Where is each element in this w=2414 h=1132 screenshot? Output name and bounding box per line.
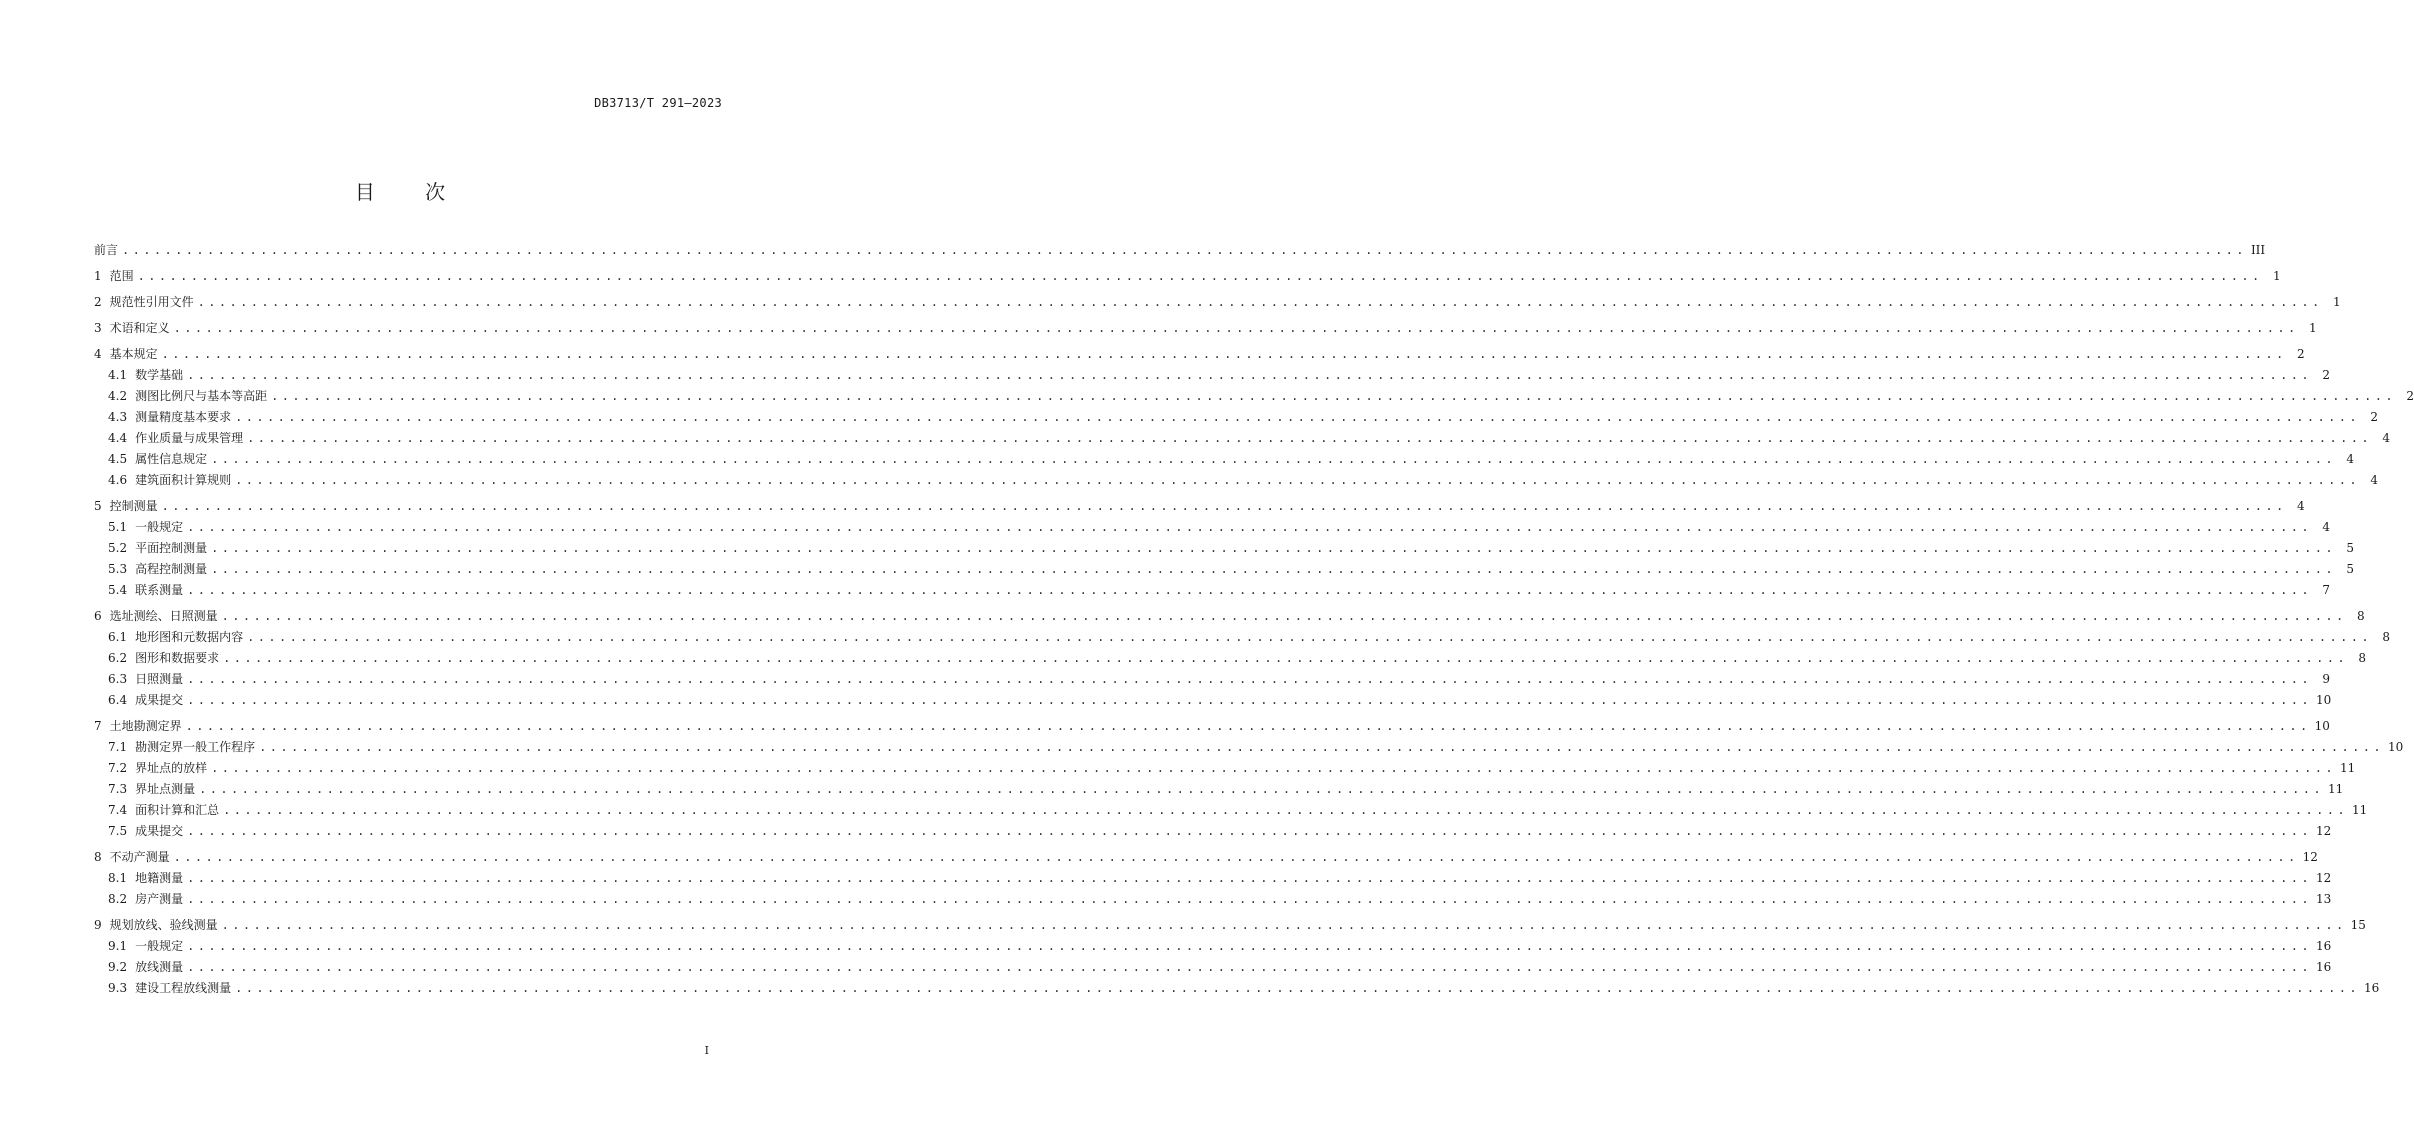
toc-entry-text: 勘测定界一般工作程序 [135,740,256,754]
toc-leader-dots: ........................................................................................................................................................................................................ [185,719,2311,733]
toc-entry-page: 8 [2382,630,2391,644]
toc-entry-number: 4.1 [108,368,128,382]
toc-entry-text: 数学基础 [135,368,184,382]
toc-entry[interactable] [94,915,2366,936]
toc-entry[interactable] [94,978,2380,999]
toc-entry[interactable] [94,868,2332,889]
toc-entry-number: 8.1 [108,871,128,885]
toc-entry-number: 6.2 [108,651,128,665]
toc-entry-text: 土地勘测定界 [109,719,182,733]
document-code: DB3713/T 291—2023 [594,96,722,110]
toc-entry-number: 2 [94,295,102,309]
toc-entry-number: 7.3 [108,782,128,796]
toc-leader-dots: ........................................................................................................................................................................................................ [122,243,2247,257]
toc-entry-label [108,868,183,889]
toc-entry-text: 选址测绘、日照测量 [109,609,218,623]
toc-entry-label [108,428,243,449]
toc-entry-text: 前言 [94,243,119,257]
toc-entry-label [94,847,170,868]
toc-entry-number: 7.4 [108,803,128,817]
toc-entry-page: 10 [2316,693,2332,707]
toc-entry-number: 7 [94,719,102,733]
toc-leader-dots: ........................................................................................................................................................................................................ [187,368,2313,382]
toc-leader-dots: ........................................................................................................................................................................................................ [173,321,2299,335]
toc-entry-text: 属性信息规定 [135,452,208,466]
toc-leader-dots: ........................................................................................................................................................................................................ [187,939,2313,953]
toc-entry-label [94,496,158,517]
toc-entry[interactable] [94,496,2305,517]
toc-leader-dots: ........................................................................................................................................................................................................ [161,347,2287,361]
toc-entry-text: 面积计算和汇总 [135,803,220,817]
toc-entry[interactable] [94,344,2305,365]
toc-entry-text: 不动产测量 [109,850,170,864]
toc-entry-number: 4.3 [108,410,128,424]
toc-entry-number: 1 [94,269,102,283]
toc-leader-dots: ........................................................................................................................................................................................................ [211,562,2337,576]
toc-leader-dots: ........................................................................................................................................................................................................ [199,782,2325,796]
toc-entry-page: 12 [2316,824,2332,838]
toc-leader-dots: ........................................................................................................................................................................................................ [235,410,2361,424]
toc-entry[interactable] [94,266,2281,287]
toc-leader-dots: ........................................................................................................................................................................................................ [173,850,2299,864]
toc-entry-page: 1 [2308,321,2317,335]
toc-entry[interactable] [94,292,2341,313]
toc-leader-dots: ........................................................................................................................................................................................................ [197,295,2323,309]
toc-entry-number: 6 [94,609,102,623]
toc-entry[interactable] [94,847,2318,868]
toc-entry-page: 16 [2316,960,2332,974]
toc-entry-page: 8 [2358,651,2367,665]
toc-entry-page: 2 [2296,347,2305,361]
toc-entry-text: 图形和数据要求 [135,651,220,665]
toc-leader-dots: ........................................................................................................................................................................................................ [187,871,2313,885]
toc-entry-label [108,449,207,470]
toc-leader-dots: ........................................................................................................................................................................................................ [247,630,2373,644]
toc-leader-dots: ........................................................................................................................................................................................................ [187,892,2313,906]
toc-leader-dots: ........................................................................................................................................................................................................ [271,389,2397,403]
toc-entry-page: 4 [2370,473,2379,487]
toc-leader-dots: ........................................................................................................................................................................................................ [211,452,2337,466]
toc-entry-text: 范围 [109,269,134,283]
toc-entry[interactable] [94,889,2332,910]
toc-entry-text: 高程控制测量 [135,562,208,576]
toc-entry-text: 控制测量 [109,499,158,513]
toc-entry[interactable] [94,800,2368,821]
toc-entry-page: 12 [2302,850,2318,864]
toc-entry-label [108,669,183,690]
toc-entry-label [108,559,207,580]
toc-entry-text: 测量精度基本要求 [135,410,232,424]
toc-entry-page: 15 [2350,918,2366,932]
toc-entry[interactable] [94,517,2331,538]
toc-entry-label [94,240,118,261]
toc-entry-number: 4.4 [108,431,128,445]
toc-entry[interactable] [94,669,2331,690]
toc-entry[interactable] [94,449,2355,470]
toc-entry-number: 7.2 [108,761,128,775]
toc-entry[interactable] [94,957,2332,978]
toc-entry-page: 9 [2322,672,2331,686]
toc-entry-label [108,538,207,559]
toc-entry-page: 8 [2356,609,2365,623]
toc-entry[interactable] [94,716,2330,737]
toc-entry-label [94,318,170,339]
toc-entry-text: 基本规定 [109,347,158,361]
toc-entry[interactable] [94,470,2379,491]
toc-entry-label [108,737,255,758]
toc-entry-number: 9.1 [108,939,128,953]
toc-entry-number: 5.1 [108,520,128,534]
toc-entry-page: 16 [2316,939,2332,953]
toc-entry-number: 7.5 [108,824,128,838]
toc-entry-page: 1 [2332,295,2341,309]
toc-entry[interactable] [94,690,2332,711]
toc-entry-label [108,978,231,999]
toc-entry[interactable] [94,580,2331,601]
toc-entry-label [94,606,218,627]
toc-leader-dots: ........................................................................................................................................................................................................ [221,609,2347,623]
toc-leader-dots: ........................................................................................................................................................................................................ [259,740,2385,754]
toc-entry-page: 4 [2382,431,2391,445]
page-number: I [704,1044,709,1057]
toc-entry[interactable] [94,318,2317,339]
toc-leader-dots: ........................................................................................................................................................................................................ [187,520,2313,534]
toc-leader-dots: ........................................................................................................................................................................................................ [235,981,2361,995]
toc-entry-label [94,266,134,287]
toc-entry-page: 2 [2406,389,2414,403]
toc-entry-number: 5 [94,499,102,513]
toc-entry-number: 8 [94,850,102,864]
toc-entry-page: 4 [2296,499,2305,513]
toc-leader-dots: ........................................................................................................................................................................................................ [187,672,2313,686]
toc-leader-dots: ........................................................................................................................................................................................................ [211,761,2337,775]
toc-entry-label [108,407,231,428]
toc-leader-dots: ........................................................................................................................................................................................................ [137,269,2263,283]
toc-entry-number: 9.3 [108,981,128,995]
toc-entry-label [94,344,158,365]
toc-entry[interactable] [94,779,2344,800]
toc-entry-number: 6.4 [108,693,128,707]
toc-entry-label [108,758,207,779]
toc-entry-page: 10 [2314,719,2330,733]
toc-entry-label [108,800,219,821]
toc-entry-page: 13 [2316,892,2332,906]
toc-leader-dots: ........................................................................................................................................................................................................ [187,960,2313,974]
toc-entry-label [108,648,219,669]
toc-entry-number: 4.6 [108,473,128,487]
toc-entry[interactable] [94,627,2391,648]
toc-entry-page: 2 [2370,410,2379,424]
toc-leader-dots: ........................................................................................................................................................................................................ [187,693,2313,707]
toc-entry-text: 界址点的放样 [135,761,208,775]
toc-entry[interactable] [94,606,2365,627]
toc-entry-text: 一般规定 [135,939,184,953]
toc-leader-dots: ........................................................................................................................................................................................................ [187,583,2313,597]
toc-leader-dots: ........................................................................................................................................................................................................ [223,651,2349,665]
toc-entry-page: 12 [2316,871,2332,885]
toc-entry[interactable] [94,428,2391,449]
toc-entry-number: 9 [94,918,102,932]
toc-entry-text: 日照测量 [135,672,184,686]
toc-entry[interactable] [94,758,2356,779]
toc-entry[interactable] [94,737,2404,758]
toc-entry-page: 7 [2322,583,2331,597]
toc-entry-page: 11 [2352,803,2368,817]
toc-entry-number: 5.4 [108,583,128,597]
toc-entry-page: 5 [2346,541,2355,555]
toc-entry-number: 6.3 [108,672,128,686]
toc-entry-number: 4 [94,347,102,361]
toc-entry-text: 一般规定 [135,520,184,534]
toc-entry-text: 房产测量 [135,892,184,906]
toc-entry-label [108,365,183,386]
toc-entry[interactable] [94,386,2414,407]
toc-entry-text: 地形图和元数据内容 [135,630,244,644]
toc-entry-text: 界址点测量 [135,782,196,796]
toc-entry-text: 成果提交 [135,693,184,707]
toc-entry-page: III [2250,243,2266,257]
toc-entry-number: 6.1 [108,630,128,644]
toc-entry-text: 放线测量 [135,960,184,974]
toc-entry[interactable] [94,936,2332,957]
toc-entry-page: 1 [2272,269,2281,283]
toc-entry-text: 平面控制测量 [135,541,208,555]
toc-leader-dots: ........................................................................................................................................................................................................ [247,431,2373,445]
toc-entry-label [94,716,182,737]
toc-entry-page: 2 [2322,368,2331,382]
toc-entry[interactable] [94,648,2367,669]
toc-entry[interactable] [94,240,2266,261]
toc-entry-page: 11 [2328,782,2344,796]
toc-leader-dots: ........................................................................................................................................................................................................ [161,499,2287,513]
toc-entry-text: 作业质量与成果管理 [135,431,244,445]
toc-entry-label [108,517,183,538]
toc-entry-text: 地籍测量 [135,871,184,885]
toc-entry-label [108,957,183,978]
toc-leader-dots: ........................................................................................................................................................................................................ [211,541,2337,555]
toc-leader-dots: ........................................................................................................................................................................................................ [223,803,2349,817]
toc-entry-label [108,779,195,800]
toc-entry-label [94,292,194,313]
page-title: 目 次 [354,180,468,204]
toc-entry-number: 4.2 [108,389,128,403]
toc-entry-number: 8.2 [108,892,128,906]
toc-entry-text: 成果提交 [135,824,184,838]
toc-entry-label [108,690,183,711]
toc-entry[interactable] [94,538,2355,559]
toc-leader-dots: ........................................................................................................................................................................................................ [221,918,2347,932]
toc-entry-number: 5.3 [108,562,128,576]
toc-entry-label [108,627,243,648]
toc-entry-text: 建设工程放线测量 [135,981,232,995]
toc-entry-label [108,470,231,491]
toc-entry[interactable] [94,407,2379,428]
table-of-contents [94,240,2414,999]
toc-leader-dots: ........................................................................................................................................................................................................ [235,473,2361,487]
toc-entry-page: 11 [2340,761,2356,775]
toc-entry-label [108,936,183,957]
toc-entry-text: 测图比例尺与基本等高距 [135,389,268,403]
toc-entry-label [94,915,218,936]
toc-entry[interactable] [94,821,2332,842]
toc-entry-label [108,386,267,407]
toc-entry-number: 7.1 [108,740,128,754]
toc-entry-number: 5.2 [108,541,128,555]
toc-entry[interactable] [94,365,2331,386]
toc-entry-number: 4.5 [108,452,128,466]
toc-leader-dots: ........................................................................................................................................................................................................ [187,824,2313,838]
toc-entry-text: 规范性引用文件 [109,295,194,309]
toc-entry-text: 联系测量 [135,583,184,597]
toc-entry-page: 4 [2346,452,2355,466]
toc-entry-text: 规划放线、验线测量 [109,918,218,932]
toc-entry-text: 建筑面积计算规则 [135,473,232,487]
toc-entry[interactable] [94,559,2355,580]
toc-entry-label [108,580,183,601]
toc-entry-page: 4 [2322,520,2331,534]
toc-entry-number: 3 [94,321,102,335]
toc-entry-label [108,821,183,842]
toc-entry-page: 16 [2364,981,2380,995]
toc-entry-number: 9.2 [108,960,128,974]
toc-entry-page: 10 [2388,740,2404,754]
toc-entry-label [108,889,183,910]
toc-entry-text: 术语和定义 [109,321,170,335]
toc-entry-page: 5 [2346,562,2355,576]
